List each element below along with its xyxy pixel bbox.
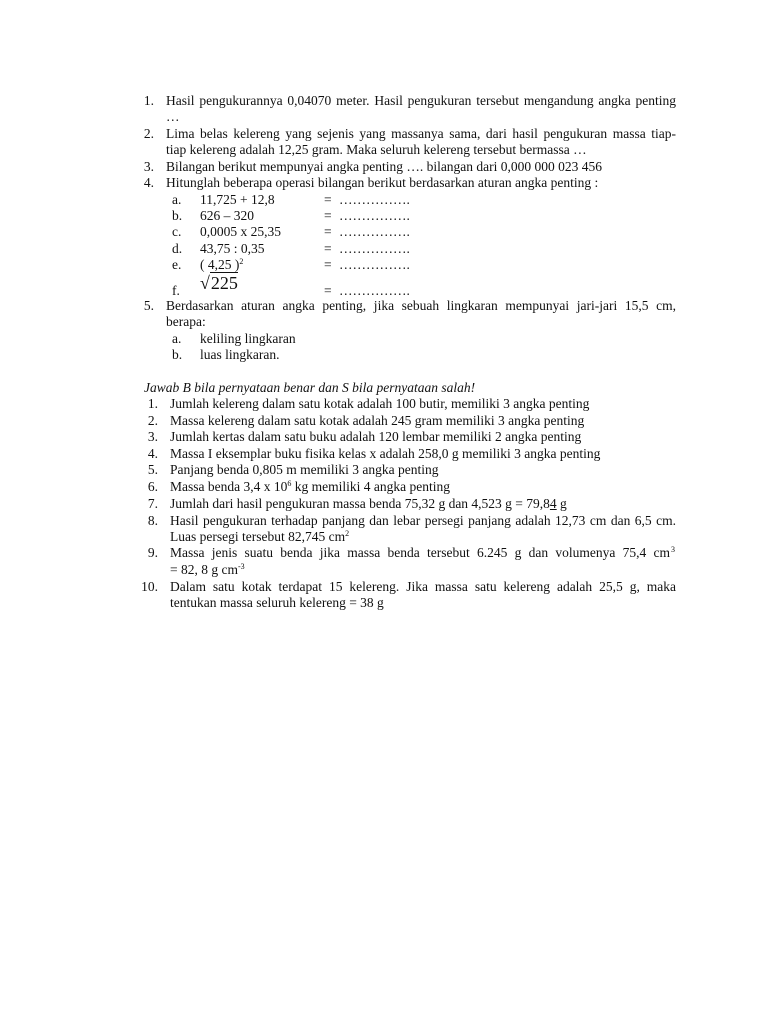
s2-item-number: 5.	[147, 462, 158, 477]
s2-item-number: 10.	[141, 579, 158, 594]
q4-item-blank: …………….	[339, 257, 410, 272]
q5-item-letter: b.	[172, 347, 183, 362]
s2-item-text: Jumlah kelereng dalam satu kotak adalah 100 butir, memiliki 3 angka penting	[170, 396, 590, 411]
s2-item8-exponent: 2	[345, 529, 350, 538]
s2-item-text-line1: Hasil pengukuran terhadap panjang dan lebar persegi panjang adalah 12,73 cm dan 6,5 cm.	[170, 513, 676, 528]
q5-text-line2: berapa:	[166, 314, 206, 329]
q1-text-line2: …	[166, 109, 180, 124]
s2-item9-exponent2: -3	[237, 562, 245, 571]
q4-item-equals: =	[324, 241, 332, 256]
q4-item-letter: f.	[172, 283, 180, 298]
q4-item-equals: =	[324, 208, 332, 223]
s2-item-number: 1.	[147, 396, 158, 411]
s2-item-text-line2	[170, 562, 245, 578]
s2-item7-underlined-digit: 4	[549, 496, 557, 511]
s2-item7-pre: Jumlah dari hasil pengukuran massa benda 75,32 g dan 4,523 g = 79,8	[170, 496, 550, 511]
q5-item-letter: a.	[172, 331, 182, 346]
document-page: 1. Hasil pengukurannya 0,04070 meter. Hasil pengukuran tersebut mengandung angka penting … 2. Lima belas kelereng yang sejenis yang massanya sama, dari hasil pengukuran massa tiap- tiap kelereng adalah 12,25 gram. Maka seluruh kelereng tersebut bermassa … 3. Bilangan berikut mempunyai angka penting …. bilangan dari 0,000 000 023 456 4. Hitunglah beberapa operasi bilangan berikut berdasarkan aturan angka penting : a. 11,725 + 12,8 = ……………. b. 626 – 320 = ……………. c. 0,0005 x 25,35 = ……………. d. 43,75 : 0,35 = ……………. e. ( 4,25 )$^2$ = ……………. f. √225 = ……………. 5. Berdasarkan aturan angka penting, jika sebuah lingkaran mempunyai jari-jari 15,5 cm, berapa: a. keliling lingkaran b. luas lingkaran. Jawab B bila pernyataan benar dan S bila pernyataan salah! 1. Jumlah kelereng dalam satu kotak adalah 100 butir, memiliki 3 angka penting 2. Massa kelereng dalam satu kotak adalah 245 gram memiliki 3 angka penting 3. Jumlah kertas dalam satu buku adalah 120 lembar memiliki 2 angka penting 4. Massa I eksemplar buku fisika kelas x adalah 258,0 g memiliki 3 angka penting 5. Panjang benda 0,805 m memiliki 3 angka penting 6. Massa benda 3,4 x $10^6$ kg memiliki 4 angka penting 7. Jumlah dari hasil pengukuran massa benda 75,32 g dan 4,523 g = 79,84 g 8. Hasil pengukuran terhadap panjang dan lebar persegi panjang adalah 12,73 cm dan 6,5 cm. Luas persegi tersebut 82,745 $cm^2$ 9. Massa jenis suatu benda jika massa benda tersebut 6.245 g dan volumenya 75,4 cm 3 = 82, 8 g $cm^{-3}$ 10. Dalam satu kotak terdapat 15 kelereng. Jika massa satu kelereng adalah 25,5 g, maka tentukan massa seluruh kelereng = 38 g	[0, 0, 768, 1024]
s2-item-number: 3.	[147, 429, 158, 444]
s2-item-text-line2: tentukan massa seluruh kelereng = 38 g	[170, 595, 384, 610]
q4-item-equals: =	[324, 257, 332, 272]
radicand: 225	[210, 273, 238, 293]
section2-instruction: Jawab B bila pernyataan benar dan S bila pernyataan salah!	[144, 380, 476, 395]
q4-item-blank: …………….	[339, 241, 410, 256]
s2-item-number: 2.	[147, 413, 158, 428]
s2-item-text-line2	[170, 529, 349, 545]
q4e-base: ( 4,25 )	[200, 257, 240, 272]
square-root-icon: √	[200, 273, 210, 293]
s2-item9-line2: = 82, 8 g cm	[170, 562, 238, 577]
s2-item-text: Massa kelereng dalam satu kotak adalah 245 gram memiliki 3 angka penting	[170, 413, 585, 428]
q3-text: Bilangan berikut mempunyai angka penting …. bilangan dari 0,000 000 023 456	[166, 159, 603, 174]
q4-item-expression: 43,75 : 0,35	[200, 241, 265, 256]
s2-item-text: Jumlah kertas dalam satu buku adalah 120 lembar memiliki 2 angka penting	[170, 429, 582, 444]
q4-item-letter: e.	[172, 257, 182, 272]
q4-item-letter: b.	[172, 208, 183, 223]
q1-text-line1: Hasil pengukurannya 0,04070 meter. Hasil pengukuran tersebut mengandung angka penting	[166, 93, 676, 108]
q4-item-expression: 11,725 + 12,8	[200, 192, 275, 207]
q5-item-text: luas lingkaran.	[200, 347, 280, 362]
s2-item6-pre: Massa benda 3,4 x 10	[170, 479, 288, 494]
q4-item-blank: …………….	[339, 224, 410, 239]
s2-item-number: 9.	[147, 545, 158, 560]
q4-text: Hitunglah beberapa operasi bilangan berikut berdasarkan aturan angka penting :	[166, 175, 599, 190]
s2-item-text	[170, 479, 450, 495]
q5-number: 5.	[143, 298, 154, 313]
q4-item-equals: =	[324, 224, 332, 239]
s2-item-number: 4.	[147, 446, 158, 461]
q4-item-expression	[200, 257, 243, 273]
s2-item6-post: kg memiliki 4 angka penting	[291, 479, 450, 494]
q4-item-equals: =	[324, 192, 332, 207]
q4-item-expression: 0,0005 x 25,35	[200, 224, 281, 239]
s2-item-text-line1: Massa jenis suatu benda jika massa benda tersebut 6.245 g dan volumenya 75,4 cm	[170, 545, 670, 560]
s2-item8-line2: Luas persegi tersebut 82,745 cm	[170, 529, 346, 544]
s2-item-text: Massa I eksemplar buku fisika kelas x adalah 258,0 g memiliki 3 angka penting	[170, 446, 601, 461]
s2-item-text	[170, 496, 567, 512]
s2-item-number: 6.	[147, 479, 158, 494]
s2-item6-exponent: 6	[287, 479, 292, 488]
q4-item-blank: …………….	[339, 192, 410, 207]
s2-item-text-line1: Dalam satu kotak terdapat 15 kelereng. Jika massa satu kelereng adalah 25,5 g, maka	[170, 579, 676, 594]
q4-item-blank: …………….	[339, 283, 410, 298]
s2-item7-post: g	[556, 496, 567, 511]
s2-item-number: 8.	[147, 513, 158, 528]
q1-number: 1.	[143, 93, 154, 108]
q4-item-blank: …………….	[339, 208, 410, 223]
q2-number: 2.	[143, 126, 154, 141]
q2-text-line2: tiap kelereng adalah 12,25 gram. Maka seluruh kelereng tersebut bermassa …	[166, 142, 587, 157]
s2-item-text: Panjang benda 0,805 m memiliki 3 angka penting	[170, 462, 439, 477]
q3-number: 3.	[143, 159, 154, 174]
q4-item-letter: d.	[172, 241, 183, 256]
q4-number: 4.	[143, 175, 154, 190]
q4-item-expression: 626 – 320	[200, 208, 254, 223]
q5-item-text: keliling lingkaran	[200, 331, 296, 346]
q4-item-equals: =	[324, 283, 332, 298]
q2-text-line1: Lima belas kelereng yang sejenis yang massanya sama, dari hasil pengukuran massa tiap-	[166, 126, 676, 141]
q5-text-line1: Berdasarkan aturan angka penting, jika sebuah lingkaran mempunyai jari-jari 15,5 cm,	[166, 298, 676, 313]
q4-item-letter: c.	[172, 224, 182, 239]
q4e-exponent: 2	[239, 257, 244, 266]
square-root-expression	[200, 273, 238, 293]
q4-item-letter: a.	[172, 192, 182, 207]
s2-item-number: 7.	[147, 496, 158, 511]
